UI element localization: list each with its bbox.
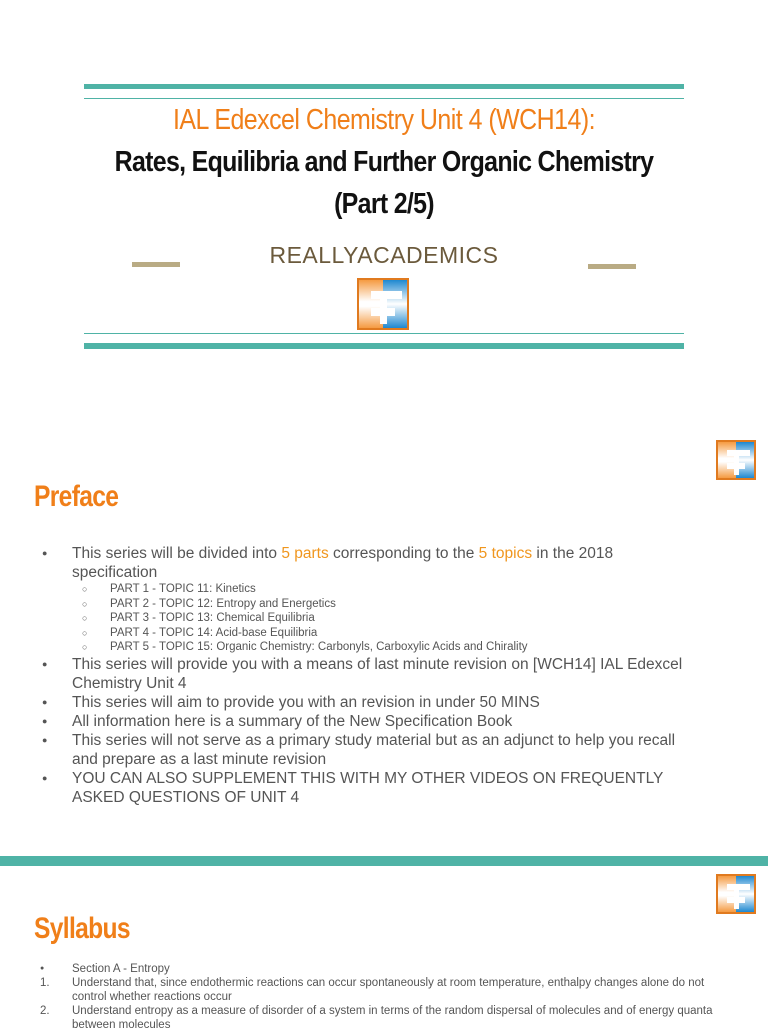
list-item: ○ PART 5 - TOPIC 15: Organic Chemistry: Carbonyls, Carboxylic Acids and Chirality bbox=[78, 640, 700, 655]
list-item: 2. Understand entropy as a measure of disorder of a system in terms of the random dispersal of molecules and of energy quanta between molecules bbox=[40, 1005, 713, 1031]
list-item: ● This series will aim to provide you with an revision in under 50 MINS bbox=[40, 693, 700, 712]
highlight-parts: 5 parts bbox=[281, 545, 329, 562]
preface-slide bbox=[0, 420, 768, 856]
course-subtitle: Rates, Equilibria and Further Organic Chemistry bbox=[114, 146, 654, 178]
list-item: ○ PART 3 - TOPIC 13: Chemical Equilibria bbox=[78, 611, 700, 626]
title-slide bbox=[0, 0, 768, 420]
preface-bullet-list bbox=[40, 544, 700, 807]
preface-heading: Preface bbox=[34, 480, 119, 513]
list-item: ● This series will not serve as a primary study material but as an adjunct to help you recall and prepare as a last minute revision bbox=[40, 731, 700, 769]
bottom-thick-rule bbox=[84, 343, 684, 349]
list-item: ○ PART 1 - TOPIC 11: Kinetics bbox=[78, 582, 700, 597]
syllabus-heading: Syllabus bbox=[34, 912, 130, 945]
brand-logo-icon bbox=[716, 440, 756, 480]
list-item: 1. Understand that, since endothermic reactions can occur spontaneously at room temperature, enthalpy changes alone do not control whether reactions occur bbox=[40, 977, 705, 1003]
top-thin-rule bbox=[84, 98, 684, 99]
syllabus-slide bbox=[0, 866, 768, 1031]
top-thick-rule bbox=[84, 84, 684, 89]
syllabus-list bbox=[40, 962, 740, 1032]
brand-name: REALLYACADEMICS bbox=[269, 242, 499, 268]
course-title: IAL Edexcel Chemistry Unit 4 (WCH14): bbox=[172, 104, 596, 136]
right-dash bbox=[588, 264, 636, 269]
brand-logo-icon bbox=[716, 874, 756, 914]
bottom-thin-rule bbox=[84, 333, 684, 334]
list-item: ● All information here is a summary of the New Specification Book bbox=[40, 712, 700, 731]
list-item: ● This series will be divided into 5 parts corresponding to the 5 topics in the 2018 specification ○ PART 1 - TOPIC 11: Kinetics ○ PART 2 - TOPIC 12: Entropy and Energetics ○ PART 3 - TOPIC 13: Chemical Equilibria ○ PART 4 - TOPIC 14: Acid-base Equilibria ○ PART 5 - TOPIC 15: Organic Chemistry: Carbonyls, Carboxylic Acids and Chirality bbox=[40, 544, 700, 655]
brand-logo-icon bbox=[357, 278, 409, 330]
list-item: ● Section A - Entropy bbox=[40, 963, 170, 975]
list-item: ○ PART 4 - TOPIC 14: Acid-base Equilibria bbox=[78, 626, 700, 641]
slide-divider bbox=[0, 856, 768, 866]
list-item: ● This series will provide you with a means of last minute revision on [WCH14] IAL Edexcel Chemistry Unit 4 bbox=[40, 655, 700, 693]
highlight-topics: 5 topics bbox=[478, 545, 533, 562]
list-item: ○ PART 2 - TOPIC 12: Entropy and Energetics bbox=[78, 597, 700, 612]
list-item: ● YOU CAN ALSO SUPPLEMENT THIS WITH MY OTHER VIDEOS ON FREQUENTLY ASKED QUESTIONS OF UNIT 4 bbox=[40, 769, 700, 807]
parts-sublist bbox=[78, 582, 700, 655]
part-label: (Part 2/5) bbox=[334, 188, 434, 220]
